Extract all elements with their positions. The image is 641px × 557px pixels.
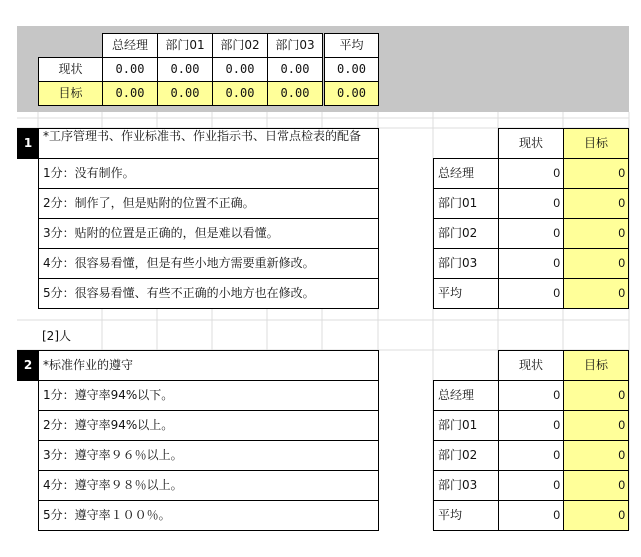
section-1-target-value: 0 xyxy=(563,218,629,249)
section-1-title: *工序管理书、作业标准书、作业指示书、日常点检表的配备 xyxy=(38,128,379,159)
section-1-col-target: 目标 xyxy=(563,128,629,159)
section-2-number: 2 xyxy=(17,350,39,381)
section-2-criterion-5: 5分：遵守率１００％。 xyxy=(38,500,379,531)
section-1-target-value: 0 xyxy=(563,278,629,309)
section-1-current-value: 0 xyxy=(498,278,564,309)
section-1-row-label: 平均 xyxy=(433,278,499,309)
section-2-target-value: 0 xyxy=(563,410,629,441)
section-2-row-label: 总经理 xyxy=(433,380,499,411)
summary-target-dept01: 0.00 xyxy=(157,81,213,106)
section-2-target-value: 0 xyxy=(563,470,629,501)
section-1-criterion-2: 2分：制作了，但是贴附的位置不正确。 xyxy=(38,188,379,219)
section-2-current-value: 0 xyxy=(498,380,564,411)
summary-row-label-target: 目标 xyxy=(38,81,103,106)
summary-current-dept03: 0.00 xyxy=(267,57,323,82)
section-1-current-value: 0 xyxy=(498,188,564,219)
section-1-row-label: 部门01 xyxy=(433,188,499,219)
section-1-target-value: 0 xyxy=(563,248,629,279)
section-2-row-label: 部门01 xyxy=(433,410,499,441)
summary-current-average: 0.00 xyxy=(324,57,379,82)
section-1-target-value: 0 xyxy=(563,188,629,219)
section-1-current-value: 0 xyxy=(498,158,564,189)
section-2-current-value: 0 xyxy=(498,440,564,471)
summary-row-label-current: 现状 xyxy=(38,57,103,82)
summary-header-average: 平均 xyxy=(324,33,379,58)
section-1-target-value: 0 xyxy=(563,158,629,189)
section-2-row-label: 平均 xyxy=(433,500,499,531)
summary-current-gm: 0.00 xyxy=(102,57,158,82)
section-2-target-value: 0 xyxy=(563,380,629,411)
section-2-target-value: 0 xyxy=(563,440,629,471)
section-2-row-label: 部门03 xyxy=(433,470,499,501)
section-1-row-label: 部门02 xyxy=(433,218,499,249)
summary-header-gm: 总经理 xyxy=(102,33,158,58)
section-2-col-target: 目标 xyxy=(563,350,629,381)
section-2-criterion-4: 4分：遵守率９８％以上。 xyxy=(38,470,379,501)
section-1-criterion-5: 5分：很容易看懂、有些不正确的小地方也在修改。 xyxy=(38,278,379,309)
section-2-current-value: 0 xyxy=(498,500,564,531)
section-1-criterion-4: 4分：很容易看懂，但是有些小地方需要重新修改。 xyxy=(38,248,379,279)
section-1-row-label: 总经理 xyxy=(433,158,499,189)
group-label: [2]人 xyxy=(42,328,71,343)
summary-header-dept01: 部门01 xyxy=(157,33,213,58)
section-1-col-current: 现状 xyxy=(498,128,564,159)
summary-current-dept01: 0.00 xyxy=(157,57,213,82)
section-1-row-label: 部门03 xyxy=(433,248,499,279)
section-1-criterion-1: 1分：没有制作。 xyxy=(38,158,379,189)
section-1-number: 1 xyxy=(17,128,39,159)
summary-target-gm: 0.00 xyxy=(102,81,158,106)
summary-header-dept02: 部门02 xyxy=(212,33,268,58)
section-2-criterion-2: 2分：遵守率94%以上。 xyxy=(38,410,379,441)
summary-target-dept03: 0.00 xyxy=(267,81,323,106)
section-1-current-value: 0 xyxy=(498,248,564,279)
summary-target-dept02: 0.00 xyxy=(212,81,268,106)
summary-current-dept02: 0.00 xyxy=(212,57,268,82)
summary-target-average: 0.00 xyxy=(324,81,379,106)
summary-header-dept03: 部门03 xyxy=(267,33,323,58)
section-2-criterion-3: 3分：遵守率９６％以上。 xyxy=(38,440,379,471)
section-2-title: *标准作业的遵守 xyxy=(38,350,379,381)
section-2-target-value: 0 xyxy=(563,500,629,531)
section-2-current-value: 0 xyxy=(498,410,564,441)
section-2-row-label: 部门02 xyxy=(433,440,499,471)
section-2-current-value: 0 xyxy=(498,470,564,501)
section-1-current-value: 0 xyxy=(498,218,564,249)
section-1-criterion-3: 3分：贴附的位置是正确的，但是难以看懂。 xyxy=(38,218,379,249)
section-2-criterion-1: 1分：遵守率94%以下。 xyxy=(38,380,379,411)
section-2-col-current: 现状 xyxy=(498,350,564,381)
